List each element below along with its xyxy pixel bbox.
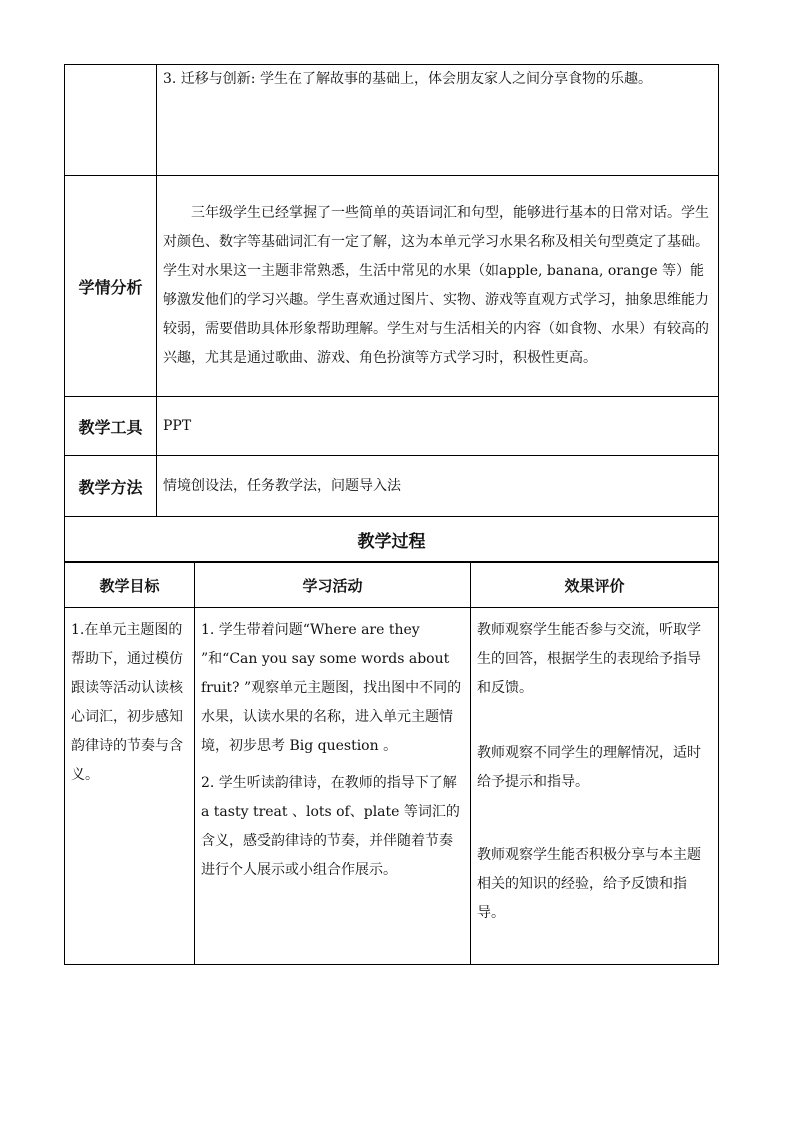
activity-cell	[195, 608, 471, 965]
activity-2: 2. 学生听读韵律诗，在教师的指导下了解 a tasty treat 、lots of、plate 等词汇的含义，感受韵律诗的节奏，并伴随着节奏进行个人展示或小组合作展示。	[201, 775, 460, 878]
lesson-plan-table	[64, 64, 719, 562]
method-row	[65, 456, 719, 517]
header-evaluation: 效果评价	[471, 563, 719, 608]
process-header-row	[65, 563, 719, 608]
process-table	[64, 562, 719, 965]
evaluation-cell	[471, 608, 719, 965]
evaluation-3: 教师观察学生能否积极分享与本主题相关的知识的经验，给予反馈和指导。	[477, 847, 701, 921]
header-goal: 教学目标	[65, 563, 195, 608]
method-label: 教学方法	[65, 456, 157, 517]
tools-value: PPT	[157, 397, 719, 456]
process-body-row	[65, 608, 719, 965]
analysis-label: 学情分析	[65, 176, 157, 397]
empty-label-cell	[65, 65, 157, 176]
process-title: 教学过程	[65, 517, 719, 562]
goal-cell	[65, 608, 195, 965]
method-value: 情境创设法，任务教学法，问题导入法	[157, 456, 719, 517]
analysis-text: 三年级学生已经掌握了一些简单的英语词汇和句型，能够进行基本的日常对话。学生对颜色、数字等基础词汇有一定了解，这为本单元学习水果名称及相关句型奠定了基础。学生对水果这一主题非常熟悉，生活中常见的水果（如apple, banana, orange 等）能够激发他们的学习兴趣。学生喜欢通过图片、实物、游戏等直观方式学习，抽象思维能力较弱，需要借助具体形象帮助理解。学生对与生活相关的内容（如食物、水果）有较高的兴趣，尤其是通过歌曲、游戏、角色扮演等方式学习时，积极性更高。	[157, 176, 719, 397]
goal-text: 1.在单元主题图的帮助下，通过模仿跟读等活动认读核心词汇，初步感知韵律诗的节奏与含义。	[71, 622, 183, 783]
evaluation-2: 教师观察不同学生的理解情况，适时给予提示和指导。	[477, 745, 701, 790]
tools-row	[65, 397, 719, 456]
header-activity: 学习活动	[195, 563, 471, 608]
analysis-row	[65, 176, 719, 397]
objective-3-text: 3. 迁移与创新: 学生在了解故事的基础上，体会朋友家人之间分享食物的乐趣。	[157, 65, 719, 176]
tools-label: 教学工具	[65, 397, 157, 456]
activity-1: 1. 学生带着问题“Where are they ”和“Can you say some words about fruit? ”观察单元主题图，找出图中不同的水果，认读水果的名称，进入单元主题情境，初步思考 Big question 。	[201, 622, 462, 754]
objective-row	[65, 65, 719, 176]
evaluation-1: 教师观察学生能否参与交流，听取学生的回答，根据学生的表现给予指导和反馈。	[477, 622, 701, 696]
process-title-row	[65, 517, 719, 562]
